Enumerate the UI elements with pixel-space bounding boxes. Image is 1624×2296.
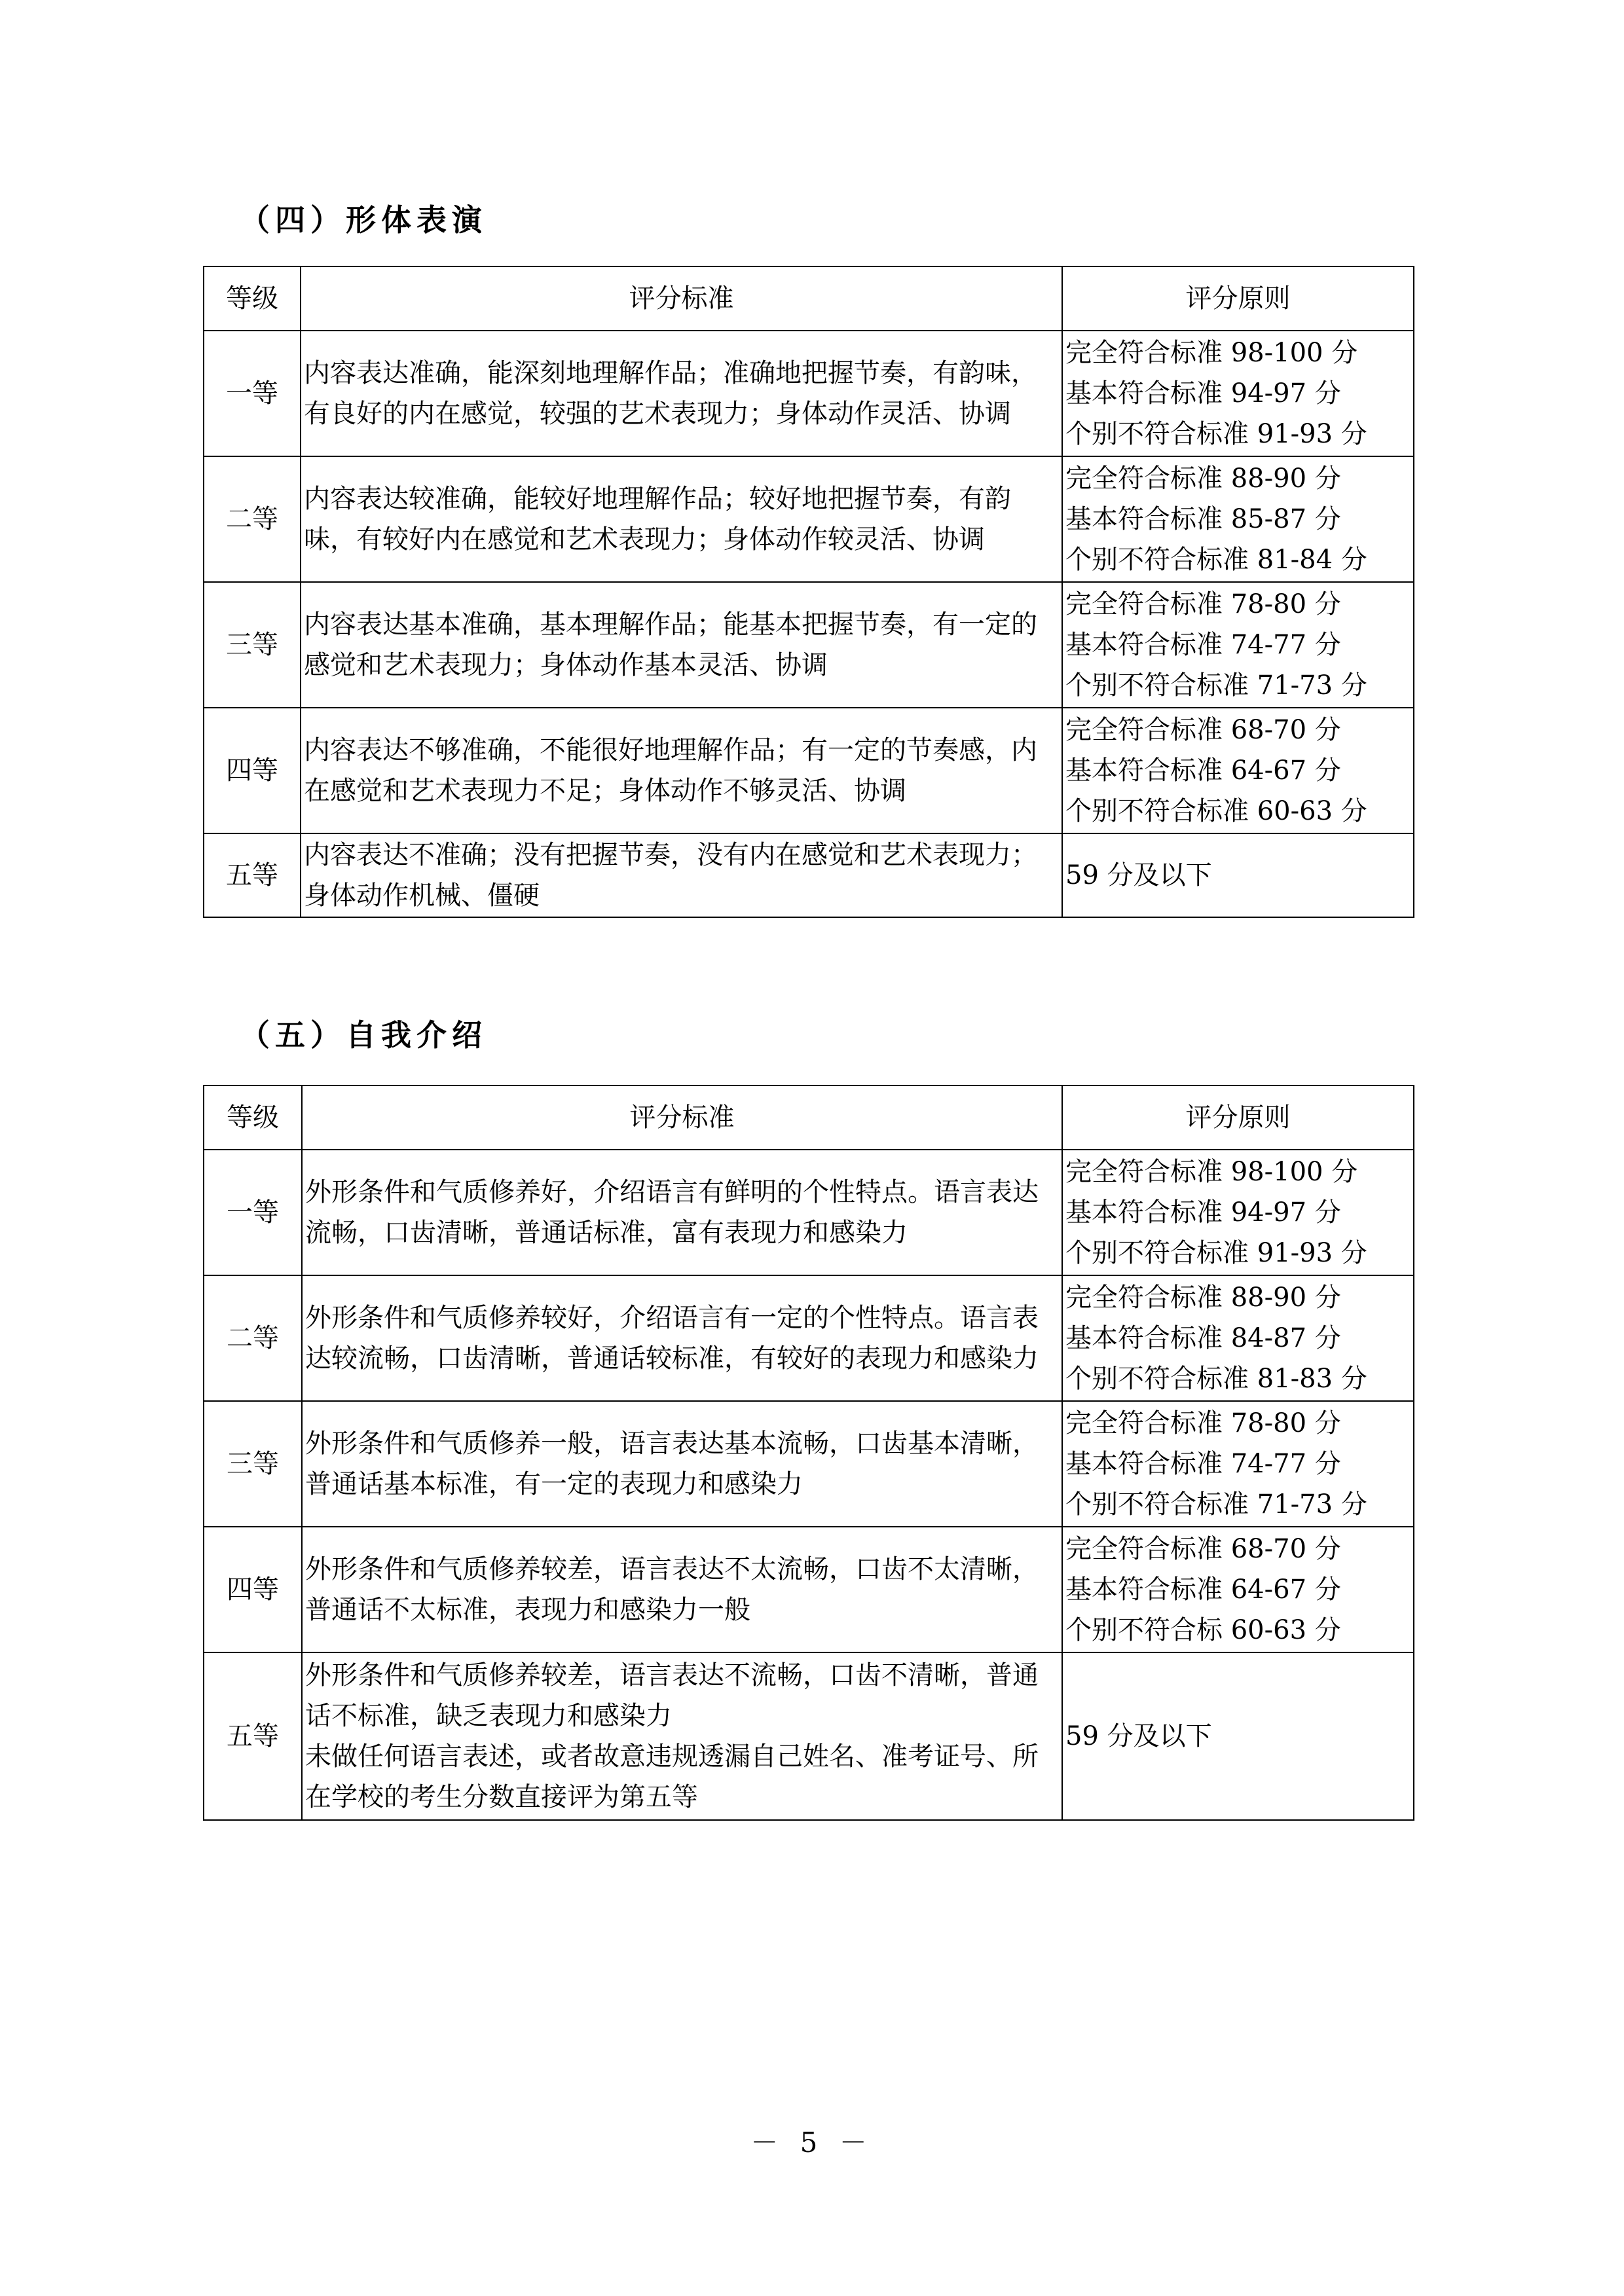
table-row xyxy=(204,833,1414,917)
table-row xyxy=(204,331,1414,456)
table-row xyxy=(204,1150,1414,1275)
principle-line: 完全符合标准 78-80 分 xyxy=(1065,1408,1341,1438)
principle-line: 基本符合标准 94-97 分 xyxy=(1065,1197,1341,1228)
table-row xyxy=(204,1527,1414,1652)
principle-line: 个别不符合标准 81-84 分 xyxy=(1065,545,1367,575)
grade-cell: 一等 xyxy=(204,1150,302,1275)
principle-cell xyxy=(1062,708,1414,833)
principle-line: 基本符合标准 64-67 分 xyxy=(1065,756,1341,786)
principle-line: 个别不符合标 60-63 分 xyxy=(1065,1615,1341,1645)
header-criteria: 评分标准 xyxy=(301,266,1062,331)
principle-line: 完全符合标准 98-100 分 xyxy=(1065,338,1358,368)
table-header-row xyxy=(204,266,1414,331)
principle-line: 59 分及以下 xyxy=(1065,1721,1212,1751)
principle-cell xyxy=(1062,1652,1414,1820)
principle-line: 完全符合标准 68-70 分 xyxy=(1065,1534,1341,1564)
criteria-cell: 内容表达较准确，能较好地理解作品；较好地把握节奏，有韵味，有较好内在感觉和艺术表现力；身体动作较灵活、协调 xyxy=(301,456,1062,582)
header-grade: 等级 xyxy=(204,266,301,331)
principle-line: 个别不符合标准 71-73 分 xyxy=(1065,670,1367,701)
table-header-row xyxy=(204,1085,1414,1150)
criteria-cell: 内容表达基本准确，基本理解作品；能基本把握节奏，有一定的感觉和艺术表现力；身体动作基本灵活、协调 xyxy=(301,582,1062,708)
principle-cell xyxy=(1062,1150,1414,1275)
grading-table-self-introduction xyxy=(203,1085,1414,1821)
principle-cell xyxy=(1062,582,1414,708)
criteria-cell: 外形条件和气质修养较好，介绍语言有一定的个性特点。语言表达较流畅，口齿清晰，普通话较标准，有较好的表现力和感染力 xyxy=(302,1275,1062,1401)
page-number: － 5 － xyxy=(750,2126,874,2159)
principle-line: 完全符合标准 88-90 分 xyxy=(1065,464,1341,494)
principle-line: 基本符合标准 64-67 分 xyxy=(1065,1575,1341,1605)
grading-table-body-performance xyxy=(203,266,1414,918)
grade-cell: 五等 xyxy=(204,1652,302,1820)
grade-cell: 三等 xyxy=(204,1401,302,1527)
criteria-cell: 内容表达不够准确，不能很好地理解作品；有一定的节奏感，内在感觉和艺术表现力不足；身体动作不够灵活、协调 xyxy=(301,708,1062,833)
principle-cell xyxy=(1062,1527,1414,1652)
principle-line: 个别不符合标准 91-93 分 xyxy=(1065,419,1367,449)
grade-cell: 二等 xyxy=(204,456,301,582)
criteria-cell xyxy=(302,1652,1062,1820)
table-row xyxy=(204,456,1414,582)
principle-line: 个别不符合标准 60-63 分 xyxy=(1065,796,1367,826)
principle-cell xyxy=(1062,1275,1414,1401)
criteria-cell: 外形条件和气质修养好，介绍语言有鲜明的个性特点。语言表达流畅，口齿清晰，普通话标准，富有表现力和感染力 xyxy=(302,1150,1062,1275)
principle-line: 完全符合标准 78-80 分 xyxy=(1065,589,1341,619)
header-principle: 评分原则 xyxy=(1062,266,1414,331)
section-title-self-introduction: （五）自我介绍 xyxy=(240,1017,487,1053)
principle-cell xyxy=(1062,833,1414,917)
criteria-note: 未做任何语言表述，或者故意违规透漏自己姓名、准考证号、所在学校的考生分数直接评为第五等 xyxy=(305,1741,1039,1812)
grade-cell: 一等 xyxy=(204,331,301,456)
criteria-cell: 内容表达不准确；没有把握节奏，没有内在感觉和艺术表现力；身体动作机械、僵硬 xyxy=(301,833,1062,917)
principle-cell xyxy=(1062,331,1414,456)
criteria-cell: 外形条件和气质修养较差，语言表达不太流畅，口齿不太清晰，普通话不太标准，表现力和感染力一般 xyxy=(302,1527,1062,1652)
principle-line: 个别不符合标准 81-83 分 xyxy=(1065,1364,1367,1394)
principle-line: 完全符合标准 98-100 分 xyxy=(1065,1157,1358,1187)
table-row xyxy=(204,1275,1414,1401)
header-criteria: 评分标准 xyxy=(302,1085,1062,1150)
grade-cell: 三等 xyxy=(204,582,301,708)
principle-line: 基本符合标准 84-87 分 xyxy=(1065,1323,1341,1353)
table-row xyxy=(204,582,1414,708)
principle-line: 完全符合标准 88-90 分 xyxy=(1065,1283,1341,1313)
section-title-body-performance: （四）形体表演 xyxy=(240,202,487,238)
grade-cell: 四等 xyxy=(204,1527,302,1652)
principle-line: 个别不符合标准 91-93 分 xyxy=(1065,1238,1367,1268)
principle-cell xyxy=(1062,1401,1414,1527)
grade-cell: 四等 xyxy=(204,708,301,833)
criteria-cell: 外形条件和气质修养一般，语言表达基本流畅，口齿基本清晰，普通话基本标准，有一定的表现力和感染力 xyxy=(302,1401,1062,1527)
principle-line: 基本符合标准 74-77 分 xyxy=(1065,1449,1341,1479)
header-grade: 等级 xyxy=(204,1085,302,1150)
criteria-text: 外形条件和气质修养较差，语言表达不流畅，口齿不清晰，普通话不标准，缺乏表现力和感染力 xyxy=(305,1660,1039,1731)
principle-line: 完全符合标准 68-70 分 xyxy=(1065,715,1341,745)
principle-line: 基本符合标准 74-77 分 xyxy=(1065,630,1341,660)
principle-line: 59 分及以下 xyxy=(1065,860,1212,890)
grade-cell: 二等 xyxy=(204,1275,302,1401)
criteria-cell: 内容表达准确，能深刻地理解作品；准确地把握节奏，有韵味，有良好的内在感觉，较强的艺术表现力；身体动作灵活、协调 xyxy=(301,331,1062,456)
principle-line: 基本符合标准 94-97 分 xyxy=(1065,378,1341,409)
principle-line: 个别不符合标准 71-73 分 xyxy=(1065,1489,1367,1520)
principle-line: 基本符合标准 85-87 分 xyxy=(1065,504,1341,534)
header-principle: 评分原则 xyxy=(1062,1085,1414,1150)
table-row xyxy=(204,708,1414,833)
table-row xyxy=(204,1401,1414,1527)
grade-cell: 五等 xyxy=(204,833,301,917)
table-row xyxy=(204,1652,1414,1820)
principle-cell xyxy=(1062,456,1414,582)
